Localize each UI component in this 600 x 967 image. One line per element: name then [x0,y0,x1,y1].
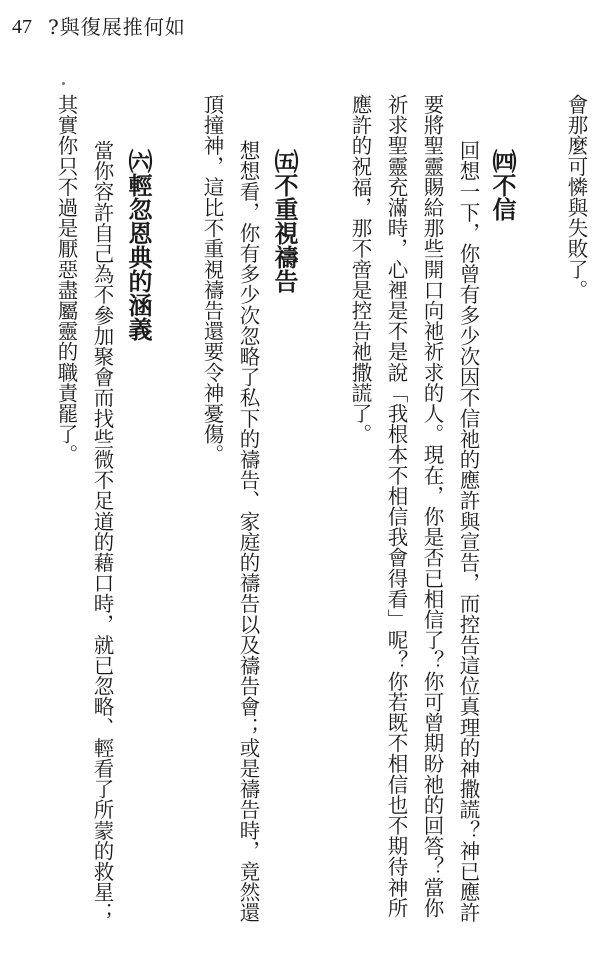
page-header [12,12,186,42]
text-column: 應許的祝福，那不啻是控告祂撒謊了。 [348,94,372,445]
text-column: 想想看，你有多少次忽略了私下的禱告、家庭的禱告以及禱告會；或是禱告時，竟然還 [236,140,260,923]
text-column: 要將聖靈賜給那些開口向祂祈求的人。現在，你是否已相信了？你可曾期盼祂的回答？當你 [420,94,444,918]
text-column: 祈求聖靈充滿時，心裡是不是說「我根本不相信我會得看」呢？你若既不相信也不期待神所 [384,94,408,918]
section-heading-prayer: ㈤不重視禱告 [270,149,298,293]
section-heading-grace: ㈥輕忽恩典的涵義 [124,149,152,341]
page-number: 47 [12,16,32,38]
section-heading-unbelief: ㈣不信 [488,149,516,221]
text-column: 其實你只不過是厭惡盡屬靈的職責罷了。 [54,94,78,465]
text-column: 頂撞神，這比不重視禱告還要令神憂傷。 [200,94,224,465]
running-title: ?與復展推何如 [48,15,186,39]
text-column: 回想一下，你曾有多少次因不信祂的應許與宣告，而控告這位真理的神撒謊？神已應許 [456,140,480,923]
text-column: 當你容許自己為不參加聚會而找些微不足道的藉口時，就已忽略、輕看了所蒙的救星； [90,140,114,923]
text-column: 會那麼可憐與失敗了。 [564,94,588,300]
margin-mark [62,82,65,85]
